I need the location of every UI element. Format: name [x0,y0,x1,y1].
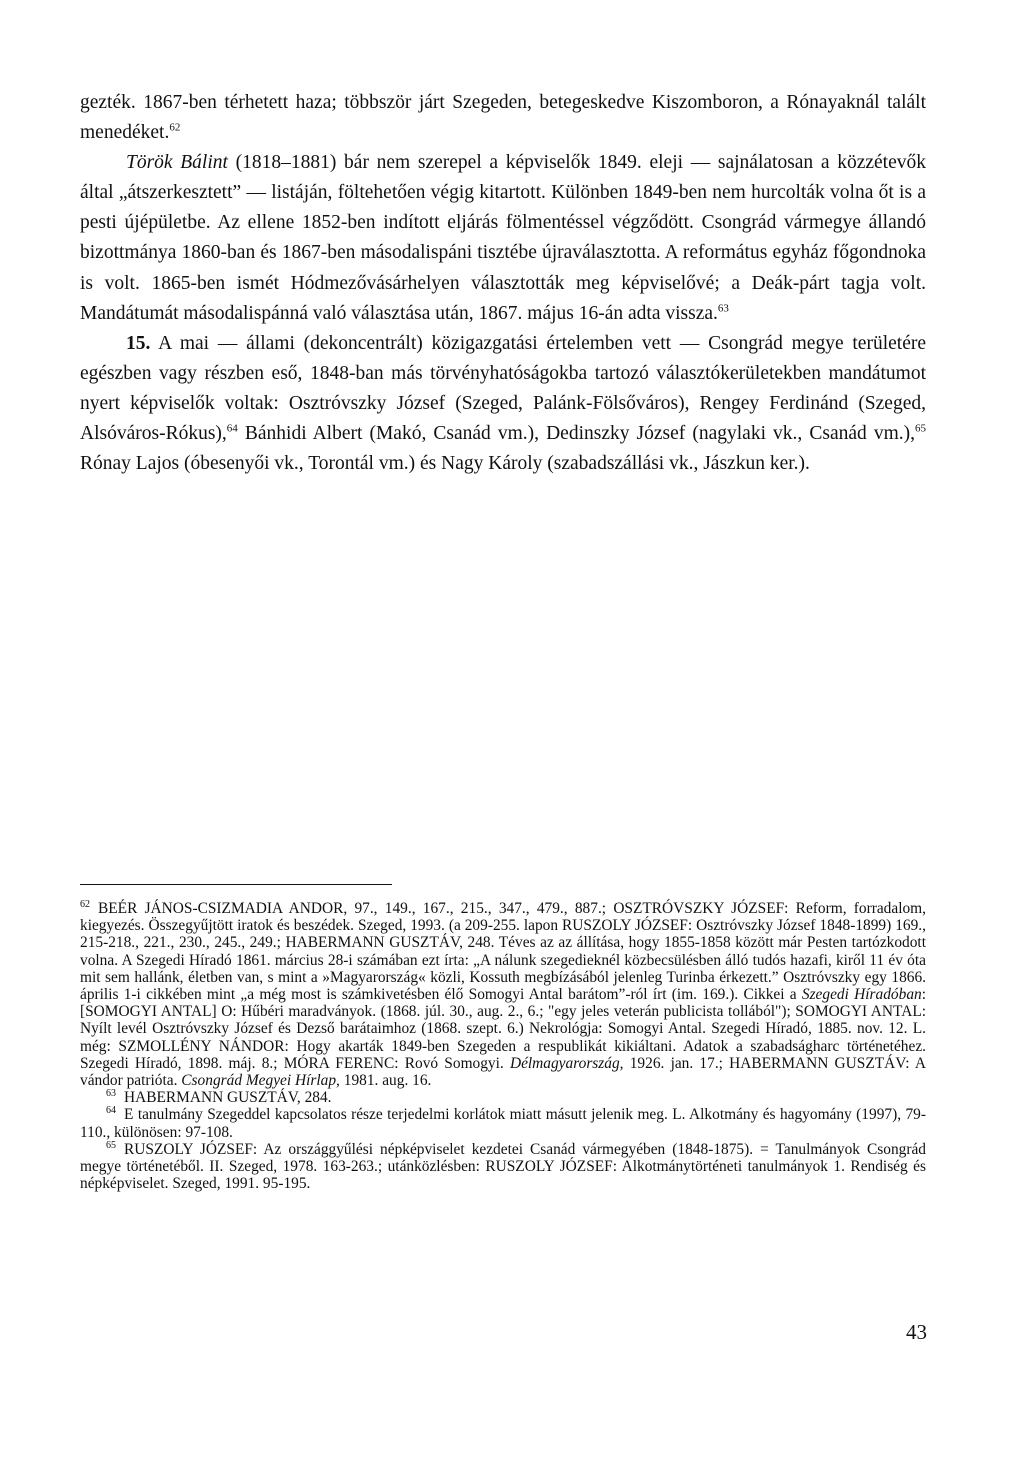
footnote-mark: 65 [106,1139,116,1151]
footnote-ref-62[interactable]: 62 [169,121,181,134]
person-name: Török Bálint [126,152,228,174]
footnote-63: $^{63}$ HABERMANN GUSZTÁV, 284. [106,1088,332,1107]
footnote-ref-65[interactable]: 65 [915,422,926,435]
section-number: 15. [126,332,151,354]
body-text [80,88,926,479]
paragraph-1: gezték. 1867-ben térhetett haza; többször járt Szegeden, betegeskedve Kiszomboron, a Rónayaknál talált menedéket.$^{62}$ [80,92,926,144]
footnotes [80,900,926,1192]
paragraph-2: Török Bálint (1818–1881) bár nem szerepel a képviselők 1849. eleji — sajnálatosan a közzétevők által „átszerkesztett” — listáján, föltehetően végig kitartott. Különben 1849-ben nem hurcolták volna őt is a pesti újépületbe. Az ellene 1852-ben indított eljárás fölmentéssel végződött. Csongrád vármegye állandó bizottmánya 1860-ban és 1867-ben másodalispáni tisztébe újraválasztotta. A református egyház főgondnoka is volt. 1865-ben ismét Hódmezővásárhelyen választották meg képviselővé; a Deák-párt tagja volt. Mandátumát másodalispánná való választása után, 1867. május 16-án adta vissza.$^{63}$ [80,152,926,324]
footnote-62: $^{62}$ BEÉR JÁNOS-CSIZMADIA ANDOR, 97., 149., 167., 215., 347., 479., 887.; OSZTRÓVSZKY JÓZSEF: Reform, forradalom, kiegyezés. Összegyűjtött iratok és beszédek. Szeged, 1993. (a 209-255. lapon RUSZOLY JÓZSEF: Osztróvszky József 1848-1899) 169., 215-218., 221., 230., 245., 249.; HABERMANN GUSZTÁV, 248. Téves az az állítása, hogy 1855-1858 között már Pesten tartózkodott volna. A Szegedi Híradó 1861. március 28-i számában ezt írta: „A nálunk szegedieknél közbecsülésben álló tudós hazafi, kiről 11 év óta mit sem hallánk, életben van, s mint a »Magyarország« közli, Kossuth megbízásából jelenleg Turinba érkezett.” Osztróvszky egy 1866. április 1-i cikkében mint „a még most is számkivetésben élő Somogyi Antal barátom”-ról írt (im. 169.). Cikkei a Szegedi Híradóban: [SOMOGYI ANTAL] O: Hűbéri maradványok. (1868. júl. 30., aug. 2., 6.; "egy jeles veterán publicista tollából"); SOMOGYI ANTAL: Nyílt levél Osztróvszky József és Dezső barátaimhoz (1868. szept. 6.) Nekrológja: Somogyi Antal. Szegedi Híradó, 1885. nov. 12. L. még: SZMOLLÉNY NÁNDOR: Hogy akarták 1849-ben Szegeden a respublikát kikiáltani. Adatok a szabadságharc történetéhez. Szegedi Híradó, 1898. máj. 8.; MÓRA FERENC: Rovó Somogyi. Délmagyarország, 1926. jan. 17.; HABERMANN GUSZTÁV: A vándor patrióta. Csongrád Megyei Hírlap, 1981. aug. 16. [80,898,926,1090]
page-number: 43 [906,1320,927,1344]
footnote-ref-63[interactable]: 63 [717,302,729,315]
footnote-ref-64[interactable]: 64 [226,422,238,435]
footnote-separator [80,884,392,885]
footnote-64: $^{64}$ E tanulmány Szegeddel kapcsolatos része terjedelmi korlátok miatt másutt jelenik meg. L. Alkotmány és hagyomány (1997), 79-110., különösen: 97-108. [80,1105,926,1141]
footnote-65: $^{65}$ RUSZOLY JÓZSEF: Az országgyűlési népképviselet kezdetei Csanád vármegyében (1848-1875). = Tanulmányok Csongrád megye történetéből. II. Szeged, 1978. 163-263.; utánközlésben: RUSZOLY JÓZSEF: Alkotmánytörténeti tanulmányok 1. Rendiség és népképviselet. Szeged, 1991. 95-195. [80,1139,926,1193]
footnote-mark: 62 [80,898,90,910]
footnote-mark: 63 [106,1088,116,1100]
footnote-mark: 64 [106,1105,116,1117]
paragraph-3: 15. A mai — állami (dekoncentrált) közigazgatási értelemben vett — Csongrád megye területére egészben vagy részben eső, 1848-ban más törvényhatóságokba tartozó választókerületekben mandátumot nyert képviselők voltak: Osztróvszky József (Szeged, Palánk-Fölsőváros), Rengey Ferdinánd (Szeged, Alsóváros-Rókus),$^{64}$ Bánhidi Albert (Makó, Csanád vm.), Dedinszky József (nagylaki vk., Csanád vm.),$^{65}$ Rónay Lajos (óbesenyői vk., Torontál vm.) és Nagy Károly (szabadszállási vk., Jászkun ker.). [80,332,926,475]
